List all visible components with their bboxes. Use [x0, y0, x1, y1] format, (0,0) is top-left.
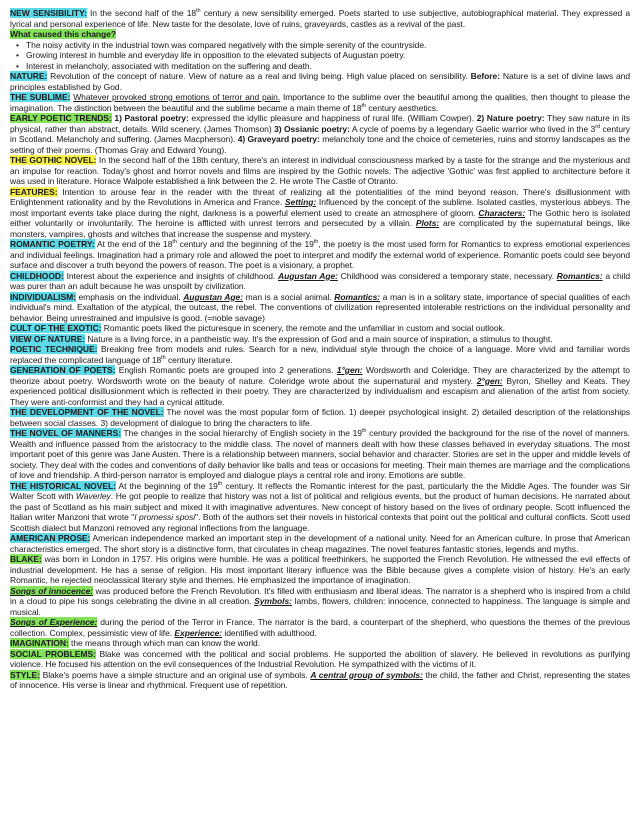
subheading: Romantics: [334, 291, 381, 302]
section-heading: ROMANTIC POETRY: [10, 239, 95, 249]
list-item: • Interest in melancholy, associated with meditation on the suffering and death. [26, 61, 630, 72]
body-text: a man is in a solitary state, importance of special qualities of each individual's mind. Exaltation of the atypical, the outcast, the rebel. The conventions of civilization represented intolerable restrictions on the individual personality and behavior. Being unrestrained and impulsive is good. (=noble savage) [10, 291, 630, 323]
subheading: 1°gen: [336, 365, 363, 375]
body-text: . He got people to realize that history was not a list of political and religious events, but the product of human decisions. He narrated about the past of Scotland as his main subject and mixed it with imaginative adventures. New concept of history based on the lives of ordinary people. Scott influenced the Italian writer Manzoni that wrote " [10, 491, 630, 522]
body-text: during the period of the Terror in France. The narrator is the bard, a counterpart of the shepherd, who questions the themes of the previous collection. Complex, pessimistic view of life. [10, 617, 630, 638]
bold-text: 1) Pastoral poetry: [114, 113, 189, 123]
body-text: century provided the background for the rise of the novel of manners. Wealth and influence passed from the aristocracy to the middle class. The novel of manners dealt with how these classes behaved in everyday situations. The most important poet of this genre was Jane Austen. There is a relationship between manners, social behavior and character. Stories are set in the upper and middle levels of society. They deal with the codes and conventions of daily behavior like balls and teas or occasions for meeting. Their main themes are marriage and the complications of love and friendship. A third-person narrator is employed and dialogue plays a central role and irony. Emotions are subtle. [10, 428, 630, 480]
body-text: expressed the idyllic pleasure and happiness of rural life. (William Cowper). [188, 113, 477, 123]
subheading: Symbols: [254, 596, 292, 606]
body-text: At the beginning of the 19 [115, 480, 218, 491]
section-heading: NATURE: [10, 71, 48, 81]
body-text: man is a social animal. [243, 291, 335, 302]
body-text: Romantic poets liked the picturesque in scenery, the remote and the unfamiliar in custom and social outlook. [101, 323, 506, 333]
body-text: Nature is a set of divine laws and principles established by God. [10, 71, 630, 92]
body-text: century. It reflects the Romantic interest for the past, particularly the the Middle Ages. The founder was Sir Walter Scott with [10, 480, 630, 501]
bold-text: 4) Graveyard poetry: [237, 134, 320, 144]
subheading: 2°gen: [476, 375, 503, 386]
body-text: was born in London in 1757. His origins were humble. He was a political freethinkers, he supported the French Revolution. He witnessed the evil effects of industrial development. He has a sense of religion. His most important literary influence was the Bible because gives a complete vision of history. He's an early Romantic, he rejected neoclassical literary style and themes. He emphasized the importance of imagination. [10, 554, 630, 585]
subheading: A central group of symbols: [310, 669, 423, 680]
body-text: century and the beginning of the 19 [176, 239, 314, 249]
body-text: century a new sensibility emerged. Poets started to use subjective, autobiographical material. They expressed a lyrical and personal experience of life. New taste for the desolate, love of ruins, graveyards, castles as a revival of the past. [10, 8, 630, 29]
body-text: was produced before the French Revolution. It's filled with enthusiasm and liberal ideas. The narrator is a shepherd who is inspired from a child in a cloud to pipe his songs celebrating the divine in all creation. [10, 585, 631, 606]
superscript: th [361, 102, 367, 109]
italic-title: Waverley [75, 491, 111, 501]
paragraph [10, 428, 630, 481]
section-heading: Songs of Experience: [10, 617, 98, 627]
bold-text: 2) Nature poetry: [476, 113, 545, 123]
paragraph [10, 29, 630, 40]
section-heading: THE GOTHIC NOVEL: [10, 155, 97, 165]
body-text: lambs, flowers, children: innocence, connected to happiness. The language is simple and musical. [10, 596, 630, 617]
body-text: melancholy tone and the choice of cemeteries, ruins and stormy landscapes as the setting of their poems. (Thomas Gray and Edward Young). [10, 134, 630, 155]
section-heading: Songs of innocence: [10, 585, 94, 596]
paragraph [10, 586, 630, 618]
body-text: a child was purer than an adult because he was unspoilt by civilization. [10, 270, 630, 291]
paragraph [10, 554, 630, 586]
bold-text: 3) Ossianic poetry: [274, 123, 350, 134]
body-text: Intention to arouse fear in the reader with the threat of realizing all the potentialities of the mind beyond reason. There's disillusionment with Enlightenment rationality and by the Revolutions in America and France. [10, 186, 630, 207]
paragraph [10, 617, 630, 638]
subheading: Characters: [478, 207, 526, 218]
superscript: th [172, 239, 177, 246]
paragraph [10, 365, 630, 407]
bullet-list [10, 40, 630, 72]
superscript: th [217, 480, 223, 487]
section-heading: THE DEVELOPMENT OF THE NOVEL: [10, 407, 164, 417]
paragraph [10, 8, 630, 29]
body-text: the means through which man can know the world. [68, 638, 261, 648]
body-text: are complicated by the supernatural beings, like monsters, vampires, ghosts and witches that increase the suspense and mystery. [10, 218, 630, 239]
body-text: In the second half of the 18 [86, 8, 197, 18]
section-heading: What caused this change? [10, 29, 117, 39]
paragraph [10, 71, 630, 92]
superscript: th [313, 239, 319, 246]
body-text: At the end of the 18 [94, 239, 173, 249]
section-heading: GENERATION OF POETS: [10, 365, 116, 375]
body-text: American independence marked an important step in the development of a national unity. Need for an American culture. In prose that American characteristics emerged. The short story is a distinctive form, that circulates in cheap magazines. The novel features fantastic stories, legends and myths. [10, 533, 630, 554]
superscript: th [196, 8, 201, 15]
body-text: The novel was the most popular form of fiction. 1) deeper psychological insight. 2) detailed description of the relationships between social classes. 3) development of dialogue to bring the characters to life. [10, 407, 630, 428]
body-text: Nature is a living force, in a pantheistic way. It's the expression of God and a main source of inspiration, a stimulus to thought. [85, 333, 553, 344]
body-text: the child, the father and Christ, representing the states of innocence. His verse is linear and rhythmical. Frequent use of repetition. [10, 669, 630, 690]
paragraph [10, 533, 630, 554]
italic-title: I promessi sposi [134, 512, 196, 522]
section-heading: FEATURES: [10, 186, 58, 197]
underlined-text: Whatever provoked strong emotions of terror and pain. [73, 92, 281, 102]
section-heading: CULT OF THE EXOTIC: [10, 323, 102, 333]
section-heading: AMERICAN PROSE: [10, 533, 91, 543]
body-text: Blake was concerned with the political and social problems. He supported the abolition of slavery. He believed in revolutions as purifying violence. He focused his attention on the evil consequences of the Industrial Revolution. He sympathized with the victims of it. [10, 648, 630, 669]
paragraph [10, 113, 630, 155]
body-text: Blake's poems have a simple structure and an original use of symbols. [39, 669, 311, 680]
body-text: Revolution of the concept of nature. View of nature as a real and living being. High value placed on sensibility. [47, 71, 471, 81]
paragraph [10, 649, 630, 670]
paragraph [10, 239, 630, 271]
subheading: Augustan Age: [278, 270, 338, 281]
section-heading: THE HISTORICAL NOVEL: [10, 480, 116, 491]
body-text: Importance to the sublime over the beautiful among the qualities, then thought to please the imagination. The distinction between the beautiful and the sublime became a main theme of 18 [10, 92, 630, 113]
body-text: Wordsworth and Coleridge. They are characterized by the attempt to theorize about poetry. Wordsworth wrote on the beauty of nature. Coleridge wrote about the supernatural and mystery. [10, 365, 630, 386]
superscript: rd [595, 123, 601, 130]
body-text: English Romantic poets are grouped into 2 generations. [115, 365, 337, 375]
paragraph [10, 638, 630, 649]
paragraph [10, 187, 630, 240]
body-text: Childhood was considered a temporary state, necessary. [337, 270, 557, 281]
paragraph [10, 292, 630, 324]
body-text: In the second half of the 18th century, there's an interest in individual consciousness marked by a taste for the strange and the mysterious and an impulse for reaction. Today's ghost and horror novels and films are inspired by the Gothic novels. The adjective 'Gothic' was first applied to architecture before it was used in literature. Horace Walpole established a link between the 2. He wrote The Castle of Otranto. [10, 155, 630, 186]
section-heading: THE SUBLIME: [10, 92, 71, 102]
section-heading: STYLE: [10, 669, 40, 680]
section-heading: POETIC TECHNIQUE: [10, 344, 98, 354]
subheading: Setting: [284, 197, 317, 207]
body-text: century aesthetics. [366, 102, 439, 113]
list-item: • Growing interest in humble and everyday life in opposition to the elevated subjects of Augustan poetry. [26, 50, 630, 61]
section-heading: NEW SENSIBILITY: [10, 8, 87, 18]
paragraph [10, 407, 630, 428]
body-text: ". Both of the authors set their novels in historical contexts that point out the political and cultural conflicts. Scott used Scottish dialect but Manzoni removed any regional inflections from the language. [10, 512, 631, 533]
section-heading: BLAKE: [10, 554, 42, 564]
section-heading: VIEW OF NATURE: [10, 333, 86, 344]
body-text: emphasis on the individual. [75, 291, 184, 302]
bold-text: Before: [470, 71, 501, 81]
paragraph [10, 344, 630, 365]
body-text: A cycle of poems by a legendary Gaelic warrior who lived in the 3 [349, 123, 596, 134]
subheading: Experience: [174, 627, 223, 638]
paragraph [10, 334, 630, 345]
superscript: th [161, 354, 166, 361]
subheading: Romantics: [556, 270, 603, 281]
body-text: century in Scotland. Melancholy and suffering. (James Macpherson). [10, 123, 630, 144]
paragraph [10, 92, 630, 113]
body-text: Breaking free from models and rules. Search for a new, individual style through the choice of a language. More vivid and familiar words replaced the complicated language of 18 [10, 344, 630, 365]
paragraph [10, 323, 630, 334]
paragraph [10, 155, 630, 187]
superscript: th [361, 428, 367, 435]
section-heading: EARLY POETIC TRENDS: [10, 113, 112, 123]
section-heading: CHILDHOOD: [10, 270, 64, 281]
body-text: They saw nature in its physical, rather than abstract, details. Wild scenery. (James Thomson) [10, 113, 631, 134]
body-text: identified with adulthood. [222, 627, 317, 638]
list-item: • The noisy activity in the industrial town was compared negatively with the simple serenity of the countryside. [26, 40, 630, 51]
paragraph [10, 670, 630, 691]
paragraph [10, 481, 630, 534]
paragraph [10, 271, 630, 292]
body-text: century literature. [165, 354, 233, 365]
section-heading: IMAGINATION: [10, 638, 69, 648]
body-text: Byron, Shelley and Keats. They experienced political disillusionment which is reflected in their poetry. They are characterized by individualism and escapism and alienation of the artist from society. They were anti-conformist and they had a cynical attitude. [10, 375, 630, 407]
subheading: Plots: [415, 218, 440, 228]
subheading: Augustan Age: [183, 291, 243, 302]
section-heading: THE NOVEL OF MANNERS: [10, 428, 121, 438]
body-text: , the poetry is the most used form for Romantics to express emotional experiences and individual feelings. Imagination had a primary role and allowed the poet to interpret and modify the external world of experience. Romantic poets could see beyond surface and discover a truth beyond the powers of reason. The poet is a visionary, a prophet. [10, 239, 630, 270]
section-heading: INDIVIDUALISM: [10, 291, 76, 302]
body-text: The changes in the social hierarchy of English society in the 19 [120, 428, 362, 438]
body-text: The Gothic hero is isolated either voluntarily or involuntarily. The heroine is afflicted with unrest terrors and persecuted by a villain. [10, 207, 630, 228]
section-heading: SOCIAL PROBLEMS: [10, 648, 96, 659]
body-text: Influenced by the concept of the sublime. Isolated castles, mysterious abbeys. The most important events take place during the night, darkness is a powerful element used to create an atmosphere of gloom. [10, 197, 630, 218]
body-text: Interest about the experience and insights of childhood. [63, 270, 278, 281]
